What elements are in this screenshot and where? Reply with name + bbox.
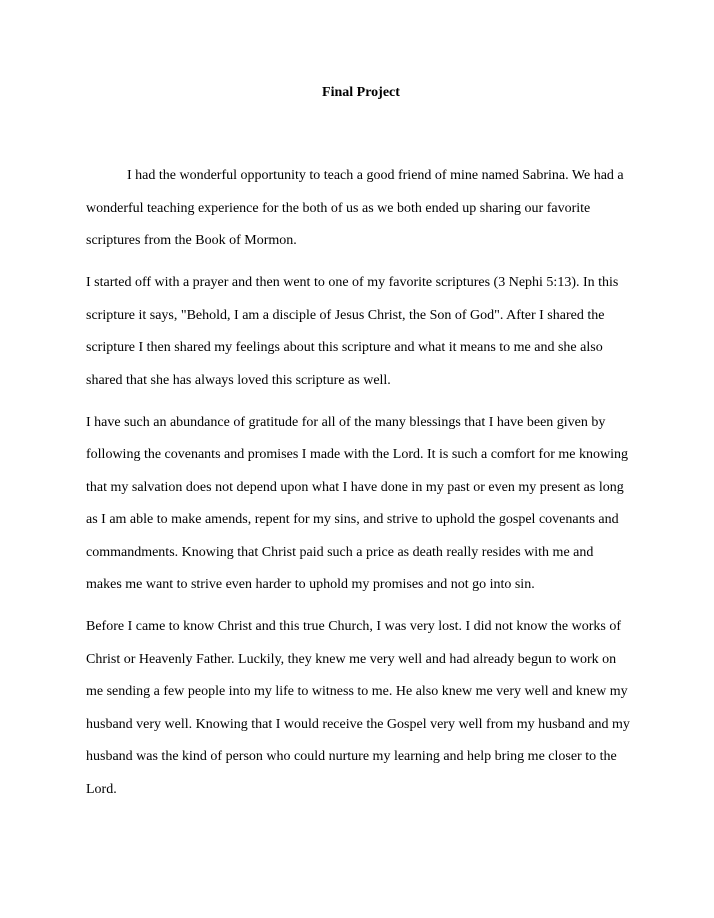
- paragraph-line: makes me want to strive even harder to uphold my promises and not go into sin.: [86, 577, 535, 592]
- paragraph-line: following the covenants and promises I made with the Lord. It is such a comfort for me knowing: [86, 447, 628, 462]
- paragraph-line: Christ or Heavenly Father. Luckily, they knew me very well and had already begun to work on: [86, 652, 617, 667]
- paragraph-line: commandments. Knowing that Christ paid such a price as death really resides with me and: [86, 545, 594, 560]
- paragraph-line: Lord.: [86, 782, 117, 797]
- paragraph-line: I had the wonderful opportunity to teach a good friend of mine named Sabrina. We had a: [127, 168, 624, 183]
- paragraph-line: Before I came to know Christ and this true Church, I was very lost. I did not know the works of: [86, 619, 622, 634]
- document-title: Final Project: [322, 85, 400, 100]
- paragraph-line: scripture it says, "Behold, I am a disciple of Jesus Christ, the Son of God". After I shared the: [86, 308, 605, 323]
- paragraph-line: shared that she has always loved this scripture as well.: [86, 373, 391, 388]
- paragraph-line: that my salvation does not depend upon what I have done in my past or even my present as long: [86, 480, 624, 495]
- paragraph-line: wonderful teaching experience for the both of us as we both ended up sharing our favorite: [86, 201, 591, 216]
- paragraph-line: husband was the kind of person who could nurture my learning and help bring me closer to the: [86, 749, 617, 764]
- paragraph-line: scriptures from the Book of Mormon.: [86, 233, 297, 248]
- paragraph-line: as I am able to make amends, repent for my sins, and strive to uphold the gospel covenants and: [86, 512, 619, 527]
- paragraph-line: me sending a few people into my life to witness to me. He also knew me very well and knew my: [86, 684, 628, 699]
- paragraph-line: husband very well. Knowing that I would receive the Gospel very well from my husband and my: [86, 717, 630, 732]
- paragraph-line: I started off with a prayer and then went to one of my favorite scriptures (3 Nephi 5:13). In this: [86, 275, 619, 290]
- paragraph-line: I have such an abundance of gratitude for all of the many blessings that I have been given by: [86, 415, 606, 430]
- paragraph-line: scripture I then shared my feelings about this scripture and what it means to me and she also: [86, 340, 603, 355]
